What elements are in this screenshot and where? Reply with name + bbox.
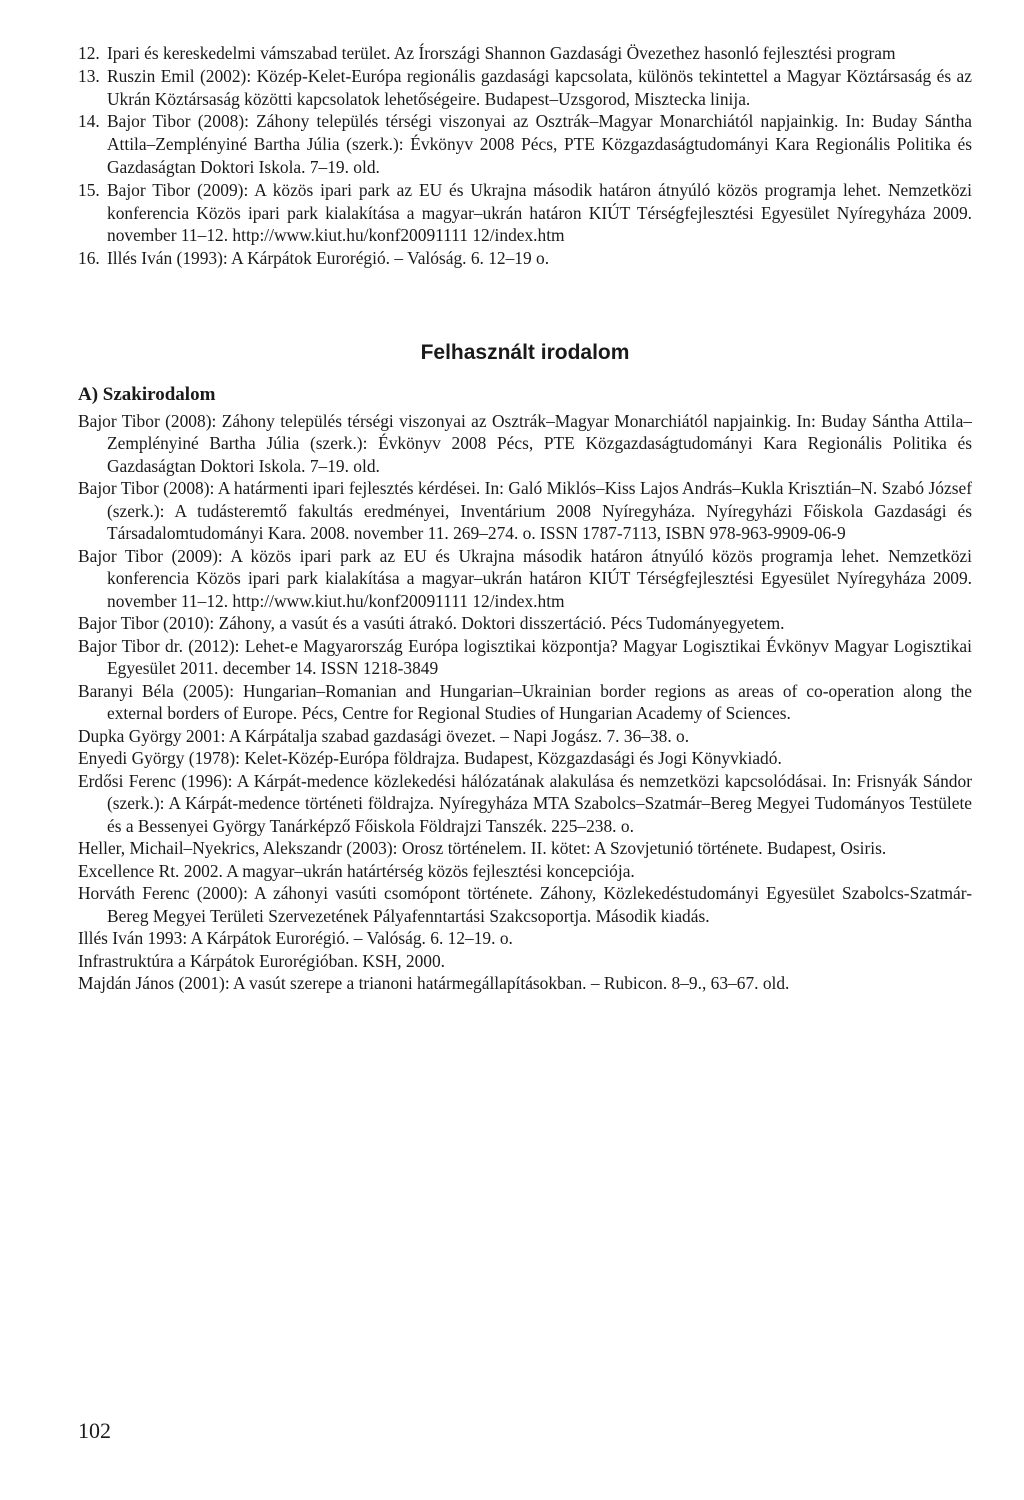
endnote bbox=[78, 179, 972, 247]
reference-item: Bajor Tibor (2008): Záhony település térségi viszonyai az Osztrák–Magyar Monarchiától napjainkig. In: Buday Sántha Attila–Zemplényiné Bartha Júlia (szerk.): Évkönyv 2008 Pécs, PTE Közgazdaságtudományi Kara Regionális Politika és Gazdaságtan Doktori Iskola. 7–19. old. bbox=[78, 410, 972, 476]
reference-item: Baranyi Béla (2005): Hungarian–Romanian and Hungarian–Ukrainian border regions as areas of co-operation along the external borders of Europe. Pécs, Centre for Regional Studies of Hungarian Academy of Sciences. bbox=[78, 680, 972, 724]
section-title: Felhasznált irodalom bbox=[420, 340, 630, 364]
reference-item: Bajor Tibor (2010): Záhony, a vasút és a vasúti átrakó. Doktori disszertáció. Pécs Tudományegyetem. bbox=[78, 613, 785, 634]
endnote-number: 12. bbox=[78, 43, 100, 63]
reference-item: Horváth Ferenc (2000): A záhonyi vasúti csomópont története. Záhony, Közlekedéstudományi Egyesület Szabolcs-Szatmár-Bereg Megyei Területi Szervezetének Pályafenntartási Szakcsoportja. Második kiadás. bbox=[78, 883, 972, 926]
reference-item: Dupka György 2001: A Kárpátalja szabad gazdasági övezet. – Napi Jogász. 7. 36–38. o. bbox=[78, 725, 690, 746]
endnotes-list bbox=[78, 42, 972, 270]
subsection-title: A) Szakirodalom bbox=[78, 383, 216, 405]
reference-item: Enyedi György (1978): Kelet-Közép-Európa földrajza. Budapest, Közgazdasági és Jogi Könyvkiadó. bbox=[78, 748, 782, 769]
endnote-number: 16. bbox=[78, 248, 100, 269]
reference-item: Illés Iván 1993: A Kárpátok Eurorégió. – Valóság. 6. 12–19. o. bbox=[78, 928, 513, 949]
reference-list bbox=[78, 410, 972, 995]
reference-item: Bajor Tibor dr. (2012): Lehet-e Magyarország Európa logisztikai központja? Magyar Logisztikai Évkönyv Magyar Logisztikai Egyesület 2011. december 14. ISSN 1218-3849 bbox=[78, 635, 972, 679]
reference-item: Majdán János (2001): A vasút szerepe a trianoni határmegállapításokban. – Rubicon. 8–9., 63–67. old. bbox=[78, 973, 790, 994]
page-number: 102 bbox=[78, 1418, 111, 1443]
reference-item: Infrastruktúra a Kárpátok Eurorégióban. KSH, 2000. bbox=[78, 950, 446, 971]
endnote bbox=[78, 247, 972, 270]
endnote-text: Ruszin Emil (2002): Közép-Kelet-Európa regionális gazdasági kapcsolata, különös tekintettel a Magyar Köztársaság és az Ukrán Köztársaság közötti kapcsolatok lehetőségeire. Budapest–Uzsgorod, Misztecka linija. bbox=[107, 65, 972, 109]
endnote-number: 15. bbox=[78, 179, 100, 200]
endnote-text: Ipari és kereskedelmi vámszabad terület. Az Írországi Shannon Gazdasági Övezethez hasonló fejlesztési program bbox=[107, 43, 896, 63]
page-content bbox=[78, 42, 972, 995]
reference-item: Bajor Tibor (2009): A közös ipari park az EU és Ukrajna második határon átnyúló közös programja lehet. Nemzetközi konferencia Közös ipari park kialakítása a magyar–ukrán határon KIÚT Térségfejlesztési Egyesület Nyíregyháza 2009. november 11–12. http://www.kiut.hu/konf20091111 12/index.htm bbox=[78, 545, 972, 611]
reference-item: Excellence Rt. 2002. A magyar–ukrán határtérség közös fejlesztési koncepciója. bbox=[78, 860, 635, 881]
reference-item: Bajor Tibor (2008): A határmenti ipari fejlesztés kérdései. In: Galó Miklós–Kiss Lajos András–Kukla Krisztián–N. Szabó József (szerk.): A tudásteremtő fakultás eredményei, Inventárium 2008 Nyíregyháza. Nyíregyházi Főiskola Gazdasági és Társadalomtudományi Kara. 2008. november 11. 269–274. o. ISSN 1787-7113, ISBN 978-963-9909-06-9 bbox=[78, 478, 972, 544]
reference-item: Heller, Michail–Nyekrics, Alekszandr (2003): Orosz történelem. II. kötet: A Szovjetunió története. Budapest, Osiris. bbox=[78, 838, 887, 859]
endnote bbox=[78, 110, 972, 178]
endnote-number: 14. bbox=[78, 111, 100, 132]
reference-item: Erdősi Ferenc (1996): A Kárpát-medence közlekedési hálózatának alakulása és nemzetközi kapcsolódásai. In: Frisnyák Sándor (szerk.): A Kárpát-medence történeti földrajza. Nyíregyháza MTA Szabolcs–Szatmár–Bereg Megyei Tudományos Testülete és a Bessenyei György Tanárképző Főiskola Földrajzi Tanszék. 225–238. o. bbox=[78, 770, 972, 836]
endnote bbox=[78, 65, 972, 111]
endnote-number: 13. bbox=[78, 65, 100, 86]
endnote-text: Illés Iván (1993): A Kárpátok Eurorégió. – Valóság. 6. 12–19 o. bbox=[107, 248, 550, 269]
endnote bbox=[78, 42, 972, 65]
endnote-text: Bajor Tibor (2008): Záhony település térségi viszonyai az Osztrák–Magyar Monarchiától napjainkig. In: Buday Sántha Attila–Zemplényiné Bartha Júlia (szerk.): Évkönyv 2008 Pécs, PTE Közgazdaságtudományi Kara Regionális Politika és Gazdaságtan Doktori Iskola. 7–19. old. bbox=[107, 111, 972, 177]
endnote-text: Bajor Tibor (2009): A közös ipari park az EU és Ukrajna második határon átnyúló közös programja lehet. Nemzetközi konferencia Közös ipari park kialakítása a magyar–ukrán határon KIÚT Térségfejlesztési Egyesület Nyíregyháza 2009. november 11–12. http://www.kiut.hu/konf20091111 12/index.htm bbox=[107, 179, 972, 246]
